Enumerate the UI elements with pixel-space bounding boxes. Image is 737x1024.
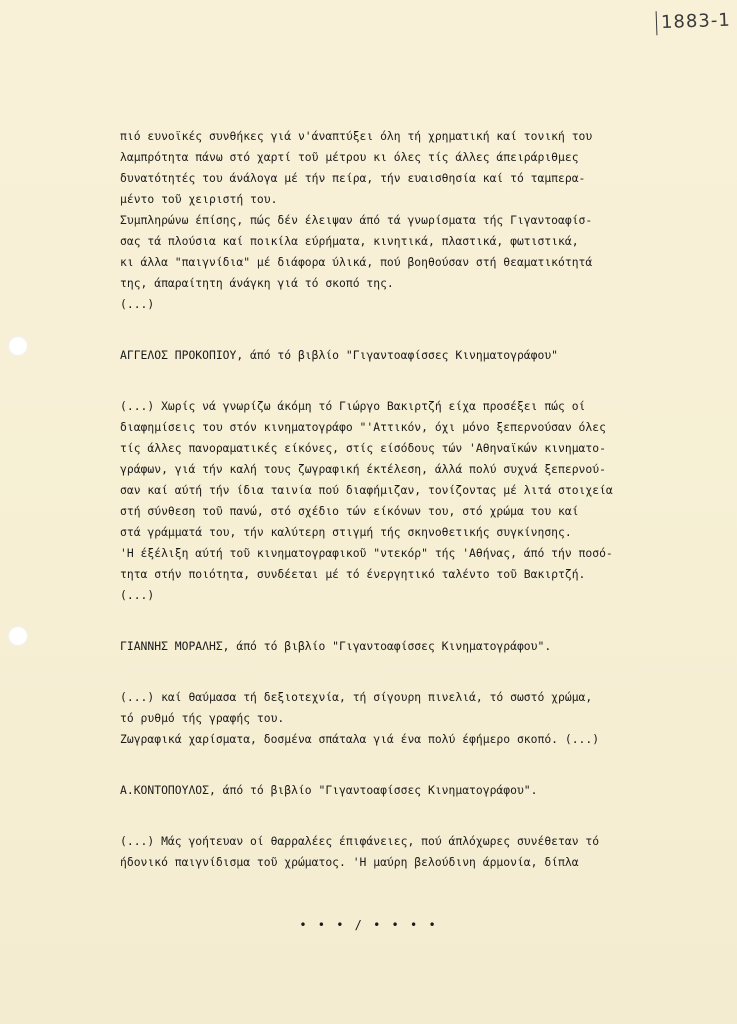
text-line: (...) — [120, 297, 155, 311]
document-body — [120, 126, 734, 873]
text-line: πιό ευνοϊκές συνθήκες γιά ν'άναπτύξει όλη τή χρηματική καί τονική του — [120, 129, 593, 143]
text-line: τίς άλλες πανοραματικές είκόνες, στίς είσόδους τών 'Αθηναϊκών κινηματο- — [120, 441, 606, 455]
text-line: κι άλλα "παιγνίδια" μέ διάφορα ύλικά, πού βοηθούσαν στή θεαματικότητά — [120, 255, 593, 269]
page-continuation-marker: • • • / • • • • — [299, 918, 438, 932]
attribution-heading: ΓΙΑΝΝΗΣ ΜΟΡΑΛΗΣ, άπό τό βιβλίο "Γιγαντοαφίσσες Κινηματογράφου". — [120, 639, 552, 653]
text-line: Ζωγραφικά χαρίσματα, δοσμένα σπάταλα γιά ένα πολύ έφήμερο σκοπό. (...) — [120, 732, 600, 746]
attribution-heading: Α.ΚΟΝΤΟΠΟΥΛΟΣ, άπό τό βιβλίο "Γιγαντοαφίσσες Κινηματογράφου". — [120, 783, 538, 797]
text-line: τητα στήν ποιότητα, συνδέεται μέ τό ένεργητικό ταλέντο τοῦ Βακιρτζή. — [120, 567, 586, 581]
text-line: 'Η έξέλιξη αύτή τοῦ κινηματογραφικοῦ "ντεκόρ" τής 'Αθήνας, άπό τήν ποσό- — [120, 546, 613, 560]
attribution-heading: ΑΓΓΕΛΟΣ ΠΡΟΚΟΠΙΟΥ, άπό τό βιβλίο "Γιγαντοαφίσσες Κινηματογράφου" — [120, 348, 559, 362]
page-number: 1883-1 — [656, 9, 732, 36]
punch-hole — [8, 626, 28, 646]
text-line: στά γράμματά του, τήν καλύτερη στιγμή τής σκηνοθετικής συγκίνησης. — [120, 525, 572, 539]
text-line: διαφημίσεις του στόν κινηματογράφο "'Αττικόν, όχι μόνο ξεπερνούσαν όλες — [120, 420, 606, 434]
punch-hole — [8, 336, 28, 356]
text-line: μέντο τοῦ χειριστή του. — [120, 192, 278, 206]
text-line: (...) Μάς γοήτευαν οί θαρραλέες έπιφάνειες, πού άπλόχωρες συνέθεταν τό — [120, 834, 600, 848]
text-line: τό ρυθμό τής γραφής του. — [120, 711, 285, 725]
text-line: Συμπληρώνω έπίσης, πώς δέν έλειψαν άπό τά γνωρίσματα τής Γιγαντοαφίσ- — [120, 213, 593, 227]
text-line: γράφων, γιά τήν καλή τους ζωγραφική έκτέλεση, άλλά πολύ συχνά ξεπερνού- — [120, 462, 606, 476]
text-line: λαμπρότητα πάνω στό χαρτί τοῦ μέτρου κι όλες τίς άλλες άπειράριθμες — [120, 150, 579, 164]
text-line: (...) — [120, 588, 155, 602]
text-line: (...) καί θαύμασα τή δεξιοτεχνία, τή σίγουρη πινελιά, τό σωστό χρώμα, — [120, 690, 593, 704]
text-line: σας τά πλούσια καί ποικίλα εύρήματα, κινητικά, πλαστικά, φωτιστικά, — [120, 234, 579, 248]
text-line: δυνατότητές του άνάλογα μέ τήν πείρα, τήν ευαισθησία καί τό ταμπερα- — [120, 171, 586, 185]
text-line: σαν καί αύτή τήν ίδια ταινία πού διαφήμιζαν, τονίζοντας μέ λιτά στοιχεία — [120, 483, 613, 497]
page-number-mark — [656, 11, 658, 35]
text-line: (...) Χωρίς νά γνωρίζω άκόμη τό Γιώργο Βακιρτζή είχα προσέξει πώς οί — [120, 399, 586, 413]
text-line: της, άπαραίτητη άνάγκη γιά τό σκοπό της. — [120, 276, 394, 290]
text-line: ήδονικό παιγνίδισμα τοῦ χρώματος. 'Η μαύρη βελούδινη άρμονία, δίπλα — [120, 855, 579, 869]
text-line: στή σύνθεση τοῦ πανώ, στό σχέδιο τών είκόνων του, στό χρώμα του καί — [120, 504, 579, 518]
